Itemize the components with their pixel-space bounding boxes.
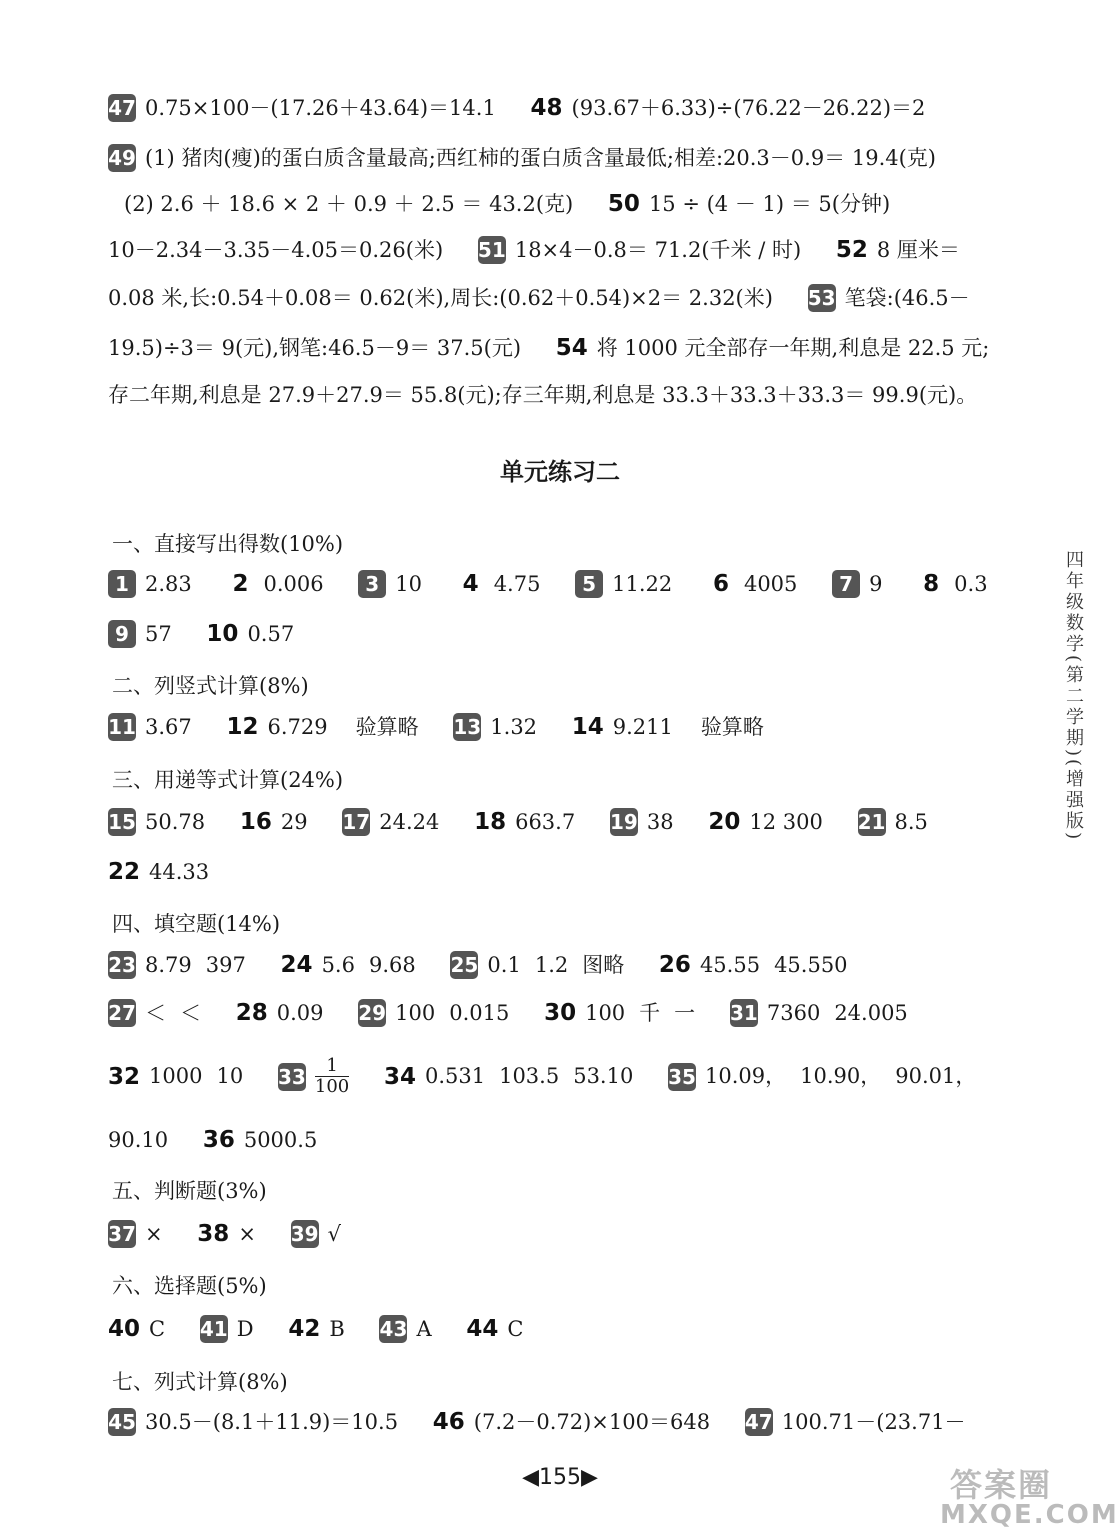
question-number-badge: 11	[108, 715, 136, 739]
answer-text: 45.55	[699, 952, 761, 977]
answer-text: 100	[585, 1000, 626, 1025]
answer-text: 24.005	[834, 1000, 908, 1025]
answer-text: 0.57	[247, 621, 295, 646]
watermark-logo	[930, 1460, 1119, 1530]
answer-text: ×	[238, 1221, 256, 1246]
question-number-badge: 51	[477, 238, 506, 262]
answer-text: 11.22	[612, 571, 673, 596]
answer-text: ＜	[180, 1000, 201, 1025]
answer-text: C	[507, 1316, 524, 1341]
answer-text: 5000.5	[243, 1127, 318, 1152]
answer-text: C	[149, 1316, 166, 1341]
answer-line	[108, 236, 988, 264]
answer-line	[108, 620, 322, 648]
answer-text: 1.32	[490, 714, 538, 739]
answer-text: 24.24	[379, 809, 440, 834]
question-number: 30	[544, 1000, 577, 1026]
answer-text: 8 厘米＝	[876, 237, 960, 262]
question-number-badge: 41	[199, 1317, 228, 1341]
answer-text: (1) 猪肉(瘦)的蛋白质含量最高;西红柿的蛋白质含量最低;相差:20.3－0.9＝ 19.4(克)	[145, 145, 937, 170]
section-heading: 三、用递等式计算(24%)	[112, 768, 344, 792]
answer-text: 397	[205, 952, 246, 977]
question-number-badge: 35	[668, 1064, 696, 1089]
answer-text: 0.3	[954, 571, 988, 596]
question-number-badge: 53	[807, 286, 836, 310]
question-number-badge: 47	[744, 1410, 773, 1434]
answer-text: 10－2.34－3.35－4.05＝0.26(米)	[108, 237, 444, 262]
answer-line	[124, 190, 918, 218]
question-number-badge: 37	[108, 1222, 136, 1246]
answer-text: 1000	[149, 1064, 203, 1088]
answer-text: 4005	[743, 571, 798, 596]
answer-text: 103.5	[499, 1064, 560, 1088]
question-number: 48	[530, 95, 563, 121]
question-number: 22	[108, 859, 141, 885]
question-number: 28	[235, 1000, 268, 1026]
question-number: 24	[280, 952, 313, 978]
answer-text: 50.78	[145, 809, 206, 834]
question-number-badge: 9	[108, 620, 136, 648]
answer-text: 90.01，	[895, 1064, 977, 1088]
answer-text: B	[329, 1316, 345, 1341]
answer-text: 存二年期,利息是 27.9＋27.9＝ 55.8(元);存三年期,利息是 33.3＋33.3＋33.3＝ 99.9(元)。	[108, 383, 978, 407]
fraction-denominator: 100	[314, 1076, 350, 1097]
question-number: 14	[571, 714, 604, 740]
fraction-numerator: 1	[315, 1056, 349, 1077]
question-number: 50	[607, 191, 640, 217]
answer-text: ＜	[145, 1000, 166, 1025]
answer-line	[108, 94, 953, 122]
question-number-badge: 45	[108, 1410, 136, 1434]
section-heading: 四、填空题(14%)	[112, 912, 281, 936]
question-number: 26	[658, 952, 691, 978]
answer-text: 3.67	[145, 714, 192, 739]
question-number-badge: 5	[575, 570, 603, 598]
answer-text: 6.729	[267, 714, 328, 739]
answer-text: 2.83	[145, 571, 192, 596]
answer-line	[108, 808, 956, 836]
question-number: 46	[432, 1409, 465, 1435]
answer-text: 29	[280, 809, 308, 834]
answer-line	[108, 1056, 1004, 1097]
answer-text: 90.10	[108, 1127, 169, 1152]
unit-title: 单元练习二	[500, 457, 620, 486]
section-heading: 七、列式计算(8%)	[112, 1370, 288, 1394]
question-number-badge: 49	[108, 146, 136, 170]
question-number: 20	[708, 809, 741, 835]
answer-text: 一	[674, 1000, 696, 1025]
answer-text: 19.5)÷3＝ 9(元),钢笔:46.5－9＝ 37.5(元)	[108, 335, 522, 360]
question-number-badge: 23	[108, 953, 136, 977]
answer-text: A	[416, 1316, 432, 1341]
right-arrow-icon: ▶	[581, 1465, 598, 1490]
question-number: 8	[923, 571, 940, 597]
answer-text: 7360	[766, 1000, 821, 1025]
answer-text: 验算略	[355, 714, 419, 739]
answer-line	[108, 951, 876, 979]
question-number-badge: 43	[379, 1317, 408, 1341]
fraction	[315, 1056, 349, 1097]
side-book-title: 四年级数学(第二学期)(增强版)	[1063, 550, 1084, 843]
answer-line	[108, 1408, 994, 1436]
answer-line	[108, 858, 237, 886]
question-number: 12	[226, 714, 259, 740]
answer-line	[108, 1126, 345, 1154]
question-number-badge: 47	[108, 96, 136, 120]
answer-text: 笔袋:(46.5－	[844, 285, 970, 310]
answer-text: 图略	[582, 952, 625, 977]
question-number-badge: 27	[108, 1001, 136, 1025]
answer-line	[108, 384, 1005, 406]
answer-text: 千	[639, 1000, 661, 1025]
answer-text: 100.71－(23.71－	[781, 1409, 966, 1434]
answer-text: 0.09	[276, 1000, 324, 1025]
question-number-badge: 39	[290, 1222, 319, 1246]
question-number-badge: 31	[729, 1001, 758, 1025]
answer-line	[108, 334, 1017, 362]
answer-text: (7.2－0.72)×100＝648	[473, 1409, 711, 1434]
section-heading: 二、列竖式计算(8%)	[112, 674, 309, 698]
watermark-bottom-text: MXQE.COM	[940, 1500, 1119, 1530]
answer-text: 1.2	[534, 952, 569, 977]
question-number-badge: 1	[108, 570, 136, 598]
question-number: 6	[712, 571, 729, 597]
answer-text: 10	[395, 571, 422, 596]
question-number: 52	[835, 237, 868, 263]
answer-text: 663.7	[515, 809, 576, 834]
watermark-top-text: 答案圈	[950, 1466, 1053, 1504]
question-number: 2	[232, 571, 249, 597]
answer-text: 44.33	[149, 859, 210, 884]
answer-text: D	[236, 1316, 254, 1341]
question-number-badge: 13	[453, 715, 482, 739]
question-number-badge: 7	[832, 570, 860, 598]
question-number: 54	[555, 335, 588, 361]
answer-text: 57	[145, 621, 172, 646]
answer-text: 验算略	[700, 714, 764, 739]
question-number: 4	[462, 571, 479, 597]
question-number-badge: 19	[609, 810, 638, 834]
question-number: 44	[466, 1316, 499, 1342]
answer-line	[108, 713, 792, 741]
question-number: 16	[239, 809, 272, 835]
answer-text: 12 300	[749, 809, 823, 834]
section-heading: 一、直接写出得数(10%)	[112, 532, 344, 556]
question-number: 36	[202, 1127, 235, 1153]
section-heading: 五、判断题(3%)	[112, 1179, 267, 1203]
question-number: 34	[383, 1063, 416, 1090]
answer-text: 4.75	[493, 571, 541, 596]
answer-line	[108, 1315, 551, 1343]
answer-text: 0.75×100－(17.26＋43.64)＝14.1	[145, 95, 496, 120]
answer-line	[108, 570, 1016, 598]
section-heading: 六、选择题(5%)	[112, 1274, 267, 1298]
question-number-badge: 15	[108, 810, 136, 834]
question-number: 40	[108, 1316, 141, 1342]
answer-line	[108, 1220, 369, 1248]
answer-text: 8.5	[894, 809, 928, 834]
answer-text: 8.79	[145, 952, 192, 977]
answer-text: 38	[646, 809, 674, 834]
answer-text: ×	[145, 1221, 163, 1246]
answer-text: 53.10	[573, 1064, 634, 1088]
question-number-badge: 3	[358, 570, 386, 598]
answer-text: 5.6	[321, 952, 355, 977]
left-arrow-icon: ◀	[522, 1465, 539, 1490]
question-number-badge: 25	[450, 953, 479, 977]
answer-text: 10.90，	[800, 1064, 882, 1088]
answer-text: 0.015	[449, 1000, 510, 1025]
question-number: 38	[197, 1221, 230, 1247]
answer-text: (2) 2.6 ＋ 18.6 × 2 ＋ 0.9 ＋ 2.5 ＝ 43.2(克)	[124, 191, 574, 216]
answer-text: 9	[869, 571, 883, 596]
question-number: 18	[474, 809, 507, 835]
question-number: 42	[288, 1316, 321, 1342]
question-number-badge: 33	[277, 1064, 306, 1089]
answer-text: 9.211	[612, 714, 673, 739]
question-number: 32	[108, 1063, 141, 1090]
question-number: 10	[206, 621, 239, 647]
question-number-badge: 17	[342, 810, 371, 834]
answer-text: 0.08 米,长:0.54＋0.08＝ 0.62(米),周长:(0.62＋0.54)×2＝ 2.32(米)	[108, 285, 773, 310]
answer-text: (93.67＋6.33)÷(76.22－26.22)＝2	[571, 95, 926, 120]
answer-text: 45.550	[774, 952, 848, 977]
question-number-badge: 21	[857, 810, 886, 834]
page-number-text: 155	[539, 1465, 581, 1490]
answer-text: 10	[216, 1064, 244, 1088]
answer-text: 100	[395, 1000, 436, 1025]
answer-line	[108, 144, 964, 172]
answer-text: 0.1	[487, 952, 521, 977]
answer-text: 10.09，	[705, 1064, 787, 1088]
answer-text: √	[327, 1221, 341, 1246]
answer-text: 将 1000 元全部存一年期,利息是 22.5 元;	[596, 335, 990, 360]
answer-text: 30.5－(8.1＋11.9)＝10.5	[145, 1409, 399, 1434]
answer-text: 9.68	[368, 952, 416, 977]
answer-text: 15 ÷ (4 － 1) ＝ 5(分钟)	[648, 191, 891, 216]
answer-line	[108, 999, 936, 1027]
answer-text: 18×4－0.8＝ 71.2(千米 / 时)	[514, 237, 802, 262]
answer-text: 0.531	[424, 1064, 486, 1088]
answer-line	[108, 284, 998, 312]
question-number-badge: 29	[358, 1001, 387, 1025]
answer-text: 0.006	[263, 571, 324, 596]
